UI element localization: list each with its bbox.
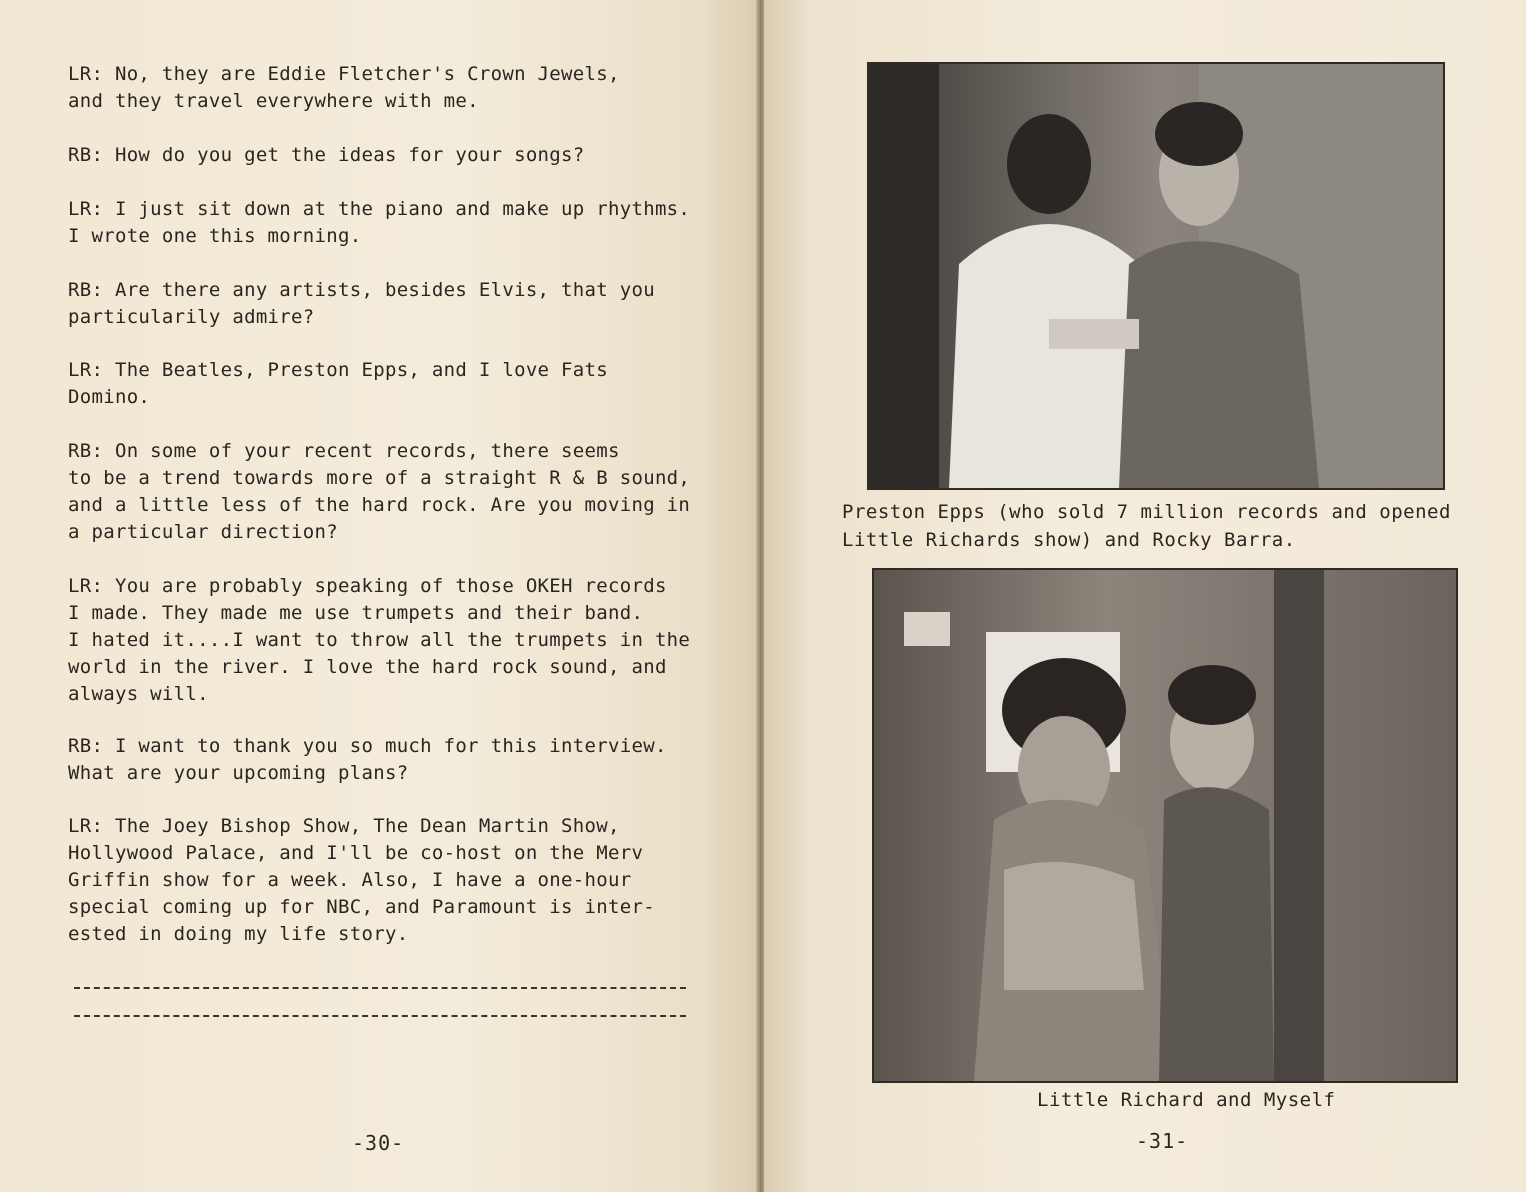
- interview-paragraph: LR: The Beatles, Preston Epps, and I love Fats Domino.: [68, 359, 608, 408]
- photo-caption: Preston Epps (who sold 7 million records and opened Little Richards show) and Rocky Barra.: [842, 501, 1451, 551]
- photo-image: [874, 570, 1456, 1081]
- photo-preston-epps-and-rocky-barra: [867, 62, 1445, 490]
- interview-paragraph: RB: How do you get the ideas for your songs?: [68, 144, 585, 166]
- page-number: -30-: [352, 1131, 405, 1155]
- photo-caption: Little Richard and Myself: [1037, 1089, 1336, 1111]
- dashed-divider: [74, 987, 686, 989]
- left-page: [0, 0, 758, 1192]
- interview-paragraph: LR: You are probably speaking of those OKEH records I made. They made me use trumpets and their band. I hated it....I want to throw all the trumpets in the world in the river. I love the hard rock sound, and always will.: [68, 575, 691, 705]
- interview-paragraph: LR: No, they are Eddie Fletcher's Crown Jewels, and they travel everywhere with me.: [68, 63, 620, 112]
- page-number: -31-: [1136, 1129, 1189, 1153]
- interview-paragraph: RB: On some of your recent records, there seems to be a trend towards more of a straight R & B sound, and a little less of the hard rock. Are you moving in a particular direction?: [68, 440, 691, 543]
- interview-paragraph: LR: The Joey Bishop Show, The Dean Martin Show, Hollywood Palace, and I'll be co-host on the Merv Griffin show for a week. Also, I have a one-hour special coming up for NBC, and Paramount is inter- ested in doing my life story.: [68, 815, 655, 945]
- interview-paragraph: LR: I just sit down at the piano and make up rhythms. I wrote one this morning.: [68, 198, 691, 247]
- photo-little-richard-and-myself: [872, 568, 1458, 1083]
- photo-image: [869, 64, 1443, 488]
- dashed-divider: [74, 1015, 686, 1017]
- interview-paragraph: RB: I want to thank you so much for this interview. What are your upcoming plans?: [68, 735, 667, 784]
- interview-paragraph: RB: Are there any artists, besides Elvis, that you particularily admire?: [68, 279, 655, 328]
- right-page: [764, 0, 1526, 1192]
